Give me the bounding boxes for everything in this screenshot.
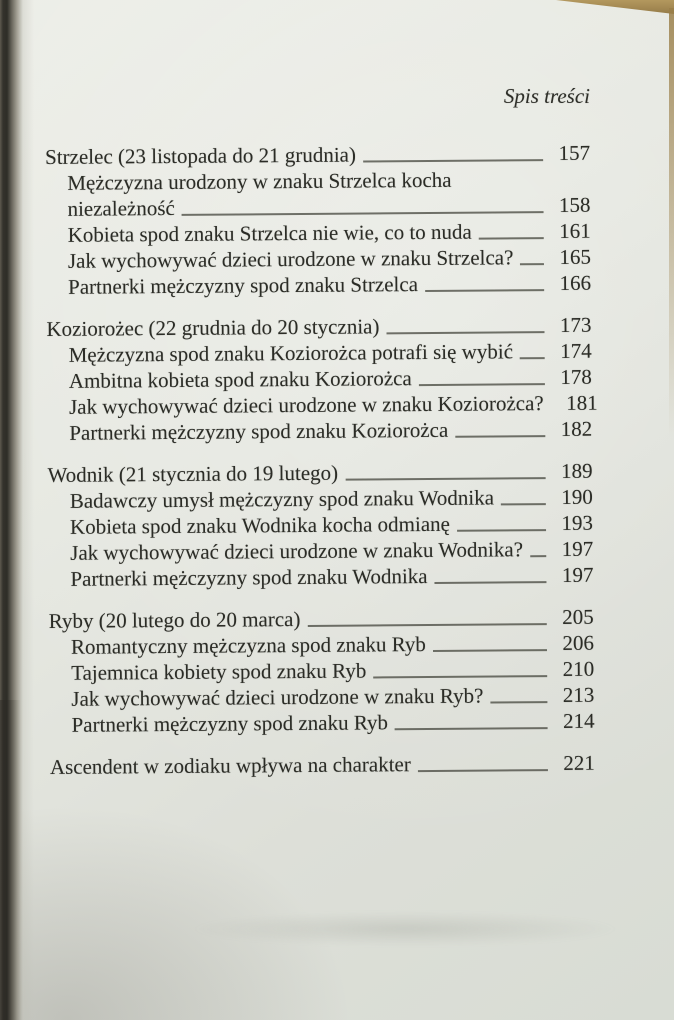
- table-of-contents: [45, 140, 598, 780]
- page-number: 190: [561, 484, 593, 509]
- toc-section: [50, 750, 595, 780]
- page-number: 210: [562, 656, 595, 681]
- toc-entry-text: Jak wychowywać dzieci urodzone w znaku Wodnika?: [70, 537, 524, 565]
- leader-line: [490, 701, 547, 703]
- page-number: 206: [562, 630, 595, 655]
- leader-line: [459, 187, 582, 188]
- leader-line: [479, 237, 544, 240]
- toc-entry-text: Strzelec (23 listopada do 21 grudnia): [45, 142, 357, 169]
- toc-entry-text: Badawczy umysł mężczyzny spod znaku Wodnika: [69, 485, 495, 513]
- toc-entry-text: Ryby (20 lutego do 20 marca): [48, 607, 301, 633]
- book-spine-shadow-bottom: [0, 700, 26, 1020]
- leader-line: [435, 581, 547, 584]
- toc-entry-text: Wodnik (21 stycznia do 19 lutego): [47, 460, 339, 487]
- toc-entry-text: Tajemnica kobiety spod znaku Ryb: [71, 658, 367, 685]
- page-content: [45, 84, 598, 780]
- table-background-edge: [669, 8, 674, 438]
- leader-line: [530, 555, 546, 557]
- toc-entry-text: Romantyczny mężczyzna spod znaku Ryb: [70, 632, 426, 659]
- toc-entry-text: Koziorożec (22 grudnia do 20 stycznia): [46, 314, 380, 341]
- page-number: 197: [561, 536, 594, 561]
- toc-section-title-row: [50, 750, 595, 780]
- leader-line: [386, 331, 544, 334]
- toc-entry-text: Mężczyzna urodzony w znaku Strzelca kocha: [67, 167, 452, 195]
- toc-entry-text: Ascendent w zodiaku wpływa na charakter: [49, 752, 411, 779]
- toc-entry-row: [48, 562, 593, 592]
- toc-entry-text: Partnerki mężczyzny spod znaku Koziorożca: [69, 417, 449, 445]
- page-number: 193: [561, 510, 594, 535]
- page-number: 181: [566, 390, 598, 415]
- toc-entry-text: Partnerki mężczyzny spod znaku Wodnika: [70, 564, 428, 591]
- leader-line: [501, 503, 546, 505]
- leader-line: [457, 529, 546, 532]
- leader-line: [307, 623, 546, 627]
- toc-entry-text: Kobieta spod znaku Wodnika kocha odmianę: [69, 511, 451, 539]
- leader-line: [345, 477, 545, 481]
- toc-section: [47, 458, 593, 592]
- page-number: 205: [562, 604, 594, 629]
- page-number: 214: [562, 708, 595, 733]
- leader-line: [433, 649, 547, 652]
- toc-entry-row: [49, 708, 594, 738]
- leader-line: [418, 769, 548, 772]
- page-number: 221: [563, 750, 595, 775]
- reverse-print-show-through: [190, 912, 620, 946]
- page-number: 158: [558, 192, 591, 217]
- table-background-corner: [556, 0, 674, 14]
- page-number: 165: [559, 244, 591, 269]
- toc-section: [45, 140, 591, 300]
- page-number: 182: [560, 416, 593, 441]
- toc-entry-row: [47, 416, 592, 446]
- toc-entry-text: niezależność: [67, 195, 175, 221]
- page-number: 197: [561, 562, 594, 587]
- page-number: 161: [559, 218, 591, 243]
- page-number: 189: [560, 458, 593, 483]
- page-number: 157: [558, 140, 591, 165]
- toc-entry-row: [46, 270, 591, 300]
- toc-entry-text: Jak wychowywać dzieci urodzone w znaku Ryb?: [71, 683, 484, 711]
- toc-entry-text: Jak wychowywać dzieci urodzone w znaku Strzelca?: [67, 245, 514, 273]
- toc-entry-row: [47, 338, 592, 368]
- toc-entry-text: Partnerki mężczyzny spod znaku Ryb: [71, 710, 389, 737]
- toc-section: [46, 312, 598, 446]
- toc-entry-text: Ambitna kobieta spod znaku Koziorożca: [68, 366, 412, 393]
- page-number: 178: [560, 364, 592, 389]
- leader-line: [425, 289, 544, 292]
- page-number: 173: [559, 312, 592, 337]
- leader-line: [419, 383, 545, 386]
- leader-line: [363, 159, 543, 162]
- leader-line: [395, 727, 548, 730]
- toc-entry-text: Jak wychowywać dzieci urodzone w znaku Koziorożca?: [68, 391, 544, 419]
- toc-entry-text: Kobieta spod znaku Strzelca nie wie, co to nuda: [67, 219, 472, 247]
- leader-line: [520, 357, 545, 359]
- leader-line: [520, 263, 544, 265]
- toc-entry-text: Partnerki mężczyzny spod znaku Strzelca: [68, 272, 419, 299]
- toc-entry-row: [48, 536, 593, 566]
- page-number: 213: [562, 682, 595, 707]
- page-title: Spis treści: [503, 84, 590, 108]
- toc-section: [49, 604, 595, 738]
- leader-line: [182, 211, 544, 216]
- toc-entry-text: Mężczyzna spod znaku Koziorożca potrafi się wybić: [68, 339, 514, 367]
- page-number: 166: [559, 270, 592, 295]
- toc-entry-row: [46, 244, 591, 274]
- leader-line: [373, 675, 547, 678]
- toc-entry-row: [47, 390, 598, 420]
- leader-line: [455, 435, 545, 438]
- page-number: 174: [560, 338, 592, 363]
